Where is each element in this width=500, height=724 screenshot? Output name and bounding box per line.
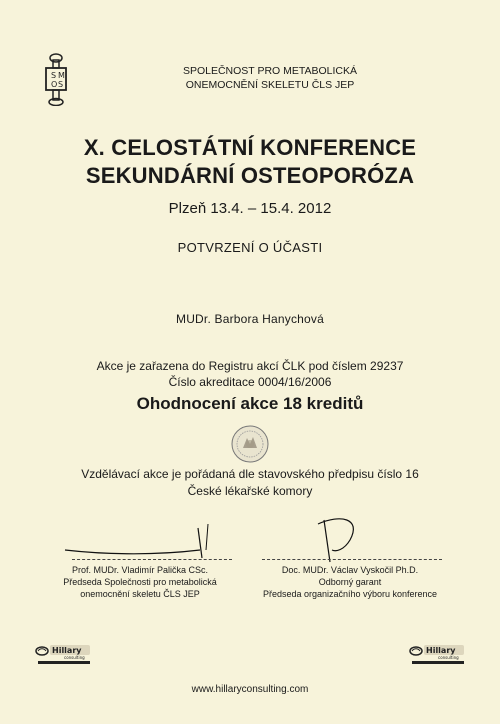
conference-title-line-2: SEKUNDÁRNÍ OSTEOPORÓZA: [85, 163, 415, 188]
logo-letter: M: [58, 71, 65, 80]
logo-word: Hillary: [426, 646, 456, 655]
society-line-1: SPOLEČNOST PRO METABOLICKÁ: [182, 65, 358, 77]
signatory-left-name: Prof. MUDr. Vladimír Palička CSc.: [71, 565, 209, 575]
signature-right: [310, 510, 390, 570]
society-line-2: ONEMOCNĚNÍ SKELETU ČLS JEP: [185, 79, 355, 91]
credits-line: Ohodnocení akce 18 kreditů: [136, 394, 364, 413]
signatory-left-role-2: onemocnění skeletu ČLS JEP: [80, 589, 200, 599]
logo-sub: consulting: [64, 655, 85, 660]
certificate-heading: POTVRZENÍ O ÚČASTI: [177, 240, 323, 255]
signature-line-left: [72, 559, 232, 560]
signatory-right-role-2: Předseda organizačního výboru konference: [262, 589, 438, 599]
accreditation-line: Číslo akreditace 0004/16/2006: [168, 375, 332, 389]
logo-letter: S: [58, 80, 64, 89]
society-name: [120, 64, 420, 92]
signatory-left-role-1: Předseda Společnosti pro metabolická: [63, 577, 217, 587]
signatory-right-role-1: Odborný garant: [318, 577, 382, 587]
signatory-left: [40, 564, 240, 600]
education-note: [40, 466, 460, 500]
participant-name: MUDr. Barbora Hanychová: [176, 312, 324, 326]
registry-line: Akce je zařazena do Registru akcí ČLK pod číslem 29237: [96, 359, 404, 373]
registry-info: [40, 358, 460, 390]
website-link[interactable]: www.hillaryconsulting.com: [191, 684, 309, 695]
conference-title-line-1: X. CELOSTÁTNÍ KONFERENCE: [83, 135, 417, 160]
signature-left: [60, 510, 220, 565]
logo-letter: S: [51, 71, 57, 80]
society-logo-icon: [36, 52, 76, 106]
signature-line-right: [262, 559, 442, 560]
logo-sub: consulting: [438, 655, 459, 660]
hillary-consulting-logo-icon: [34, 640, 94, 666]
logo-word: Hillary: [52, 646, 82, 655]
conference-title: [40, 134, 460, 190]
signatory-right-name: Doc. MUDr. Václav Vyskočil Ph.D.: [281, 565, 419, 575]
official-stamp-icon: [230, 424, 270, 464]
hillary-consulting-logo-icon: [408, 640, 468, 666]
education-line-1: Vzdělávací akce je pořádaná dle stavovského předpisu číslo 16: [81, 467, 419, 481]
education-line-2: České lékařské komory: [187, 484, 313, 498]
conference-date: Plzeň 13.4. – 15.4. 2012: [168, 200, 332, 217]
logo-letter: O: [51, 80, 58, 89]
signatory-right: [250, 564, 450, 600]
